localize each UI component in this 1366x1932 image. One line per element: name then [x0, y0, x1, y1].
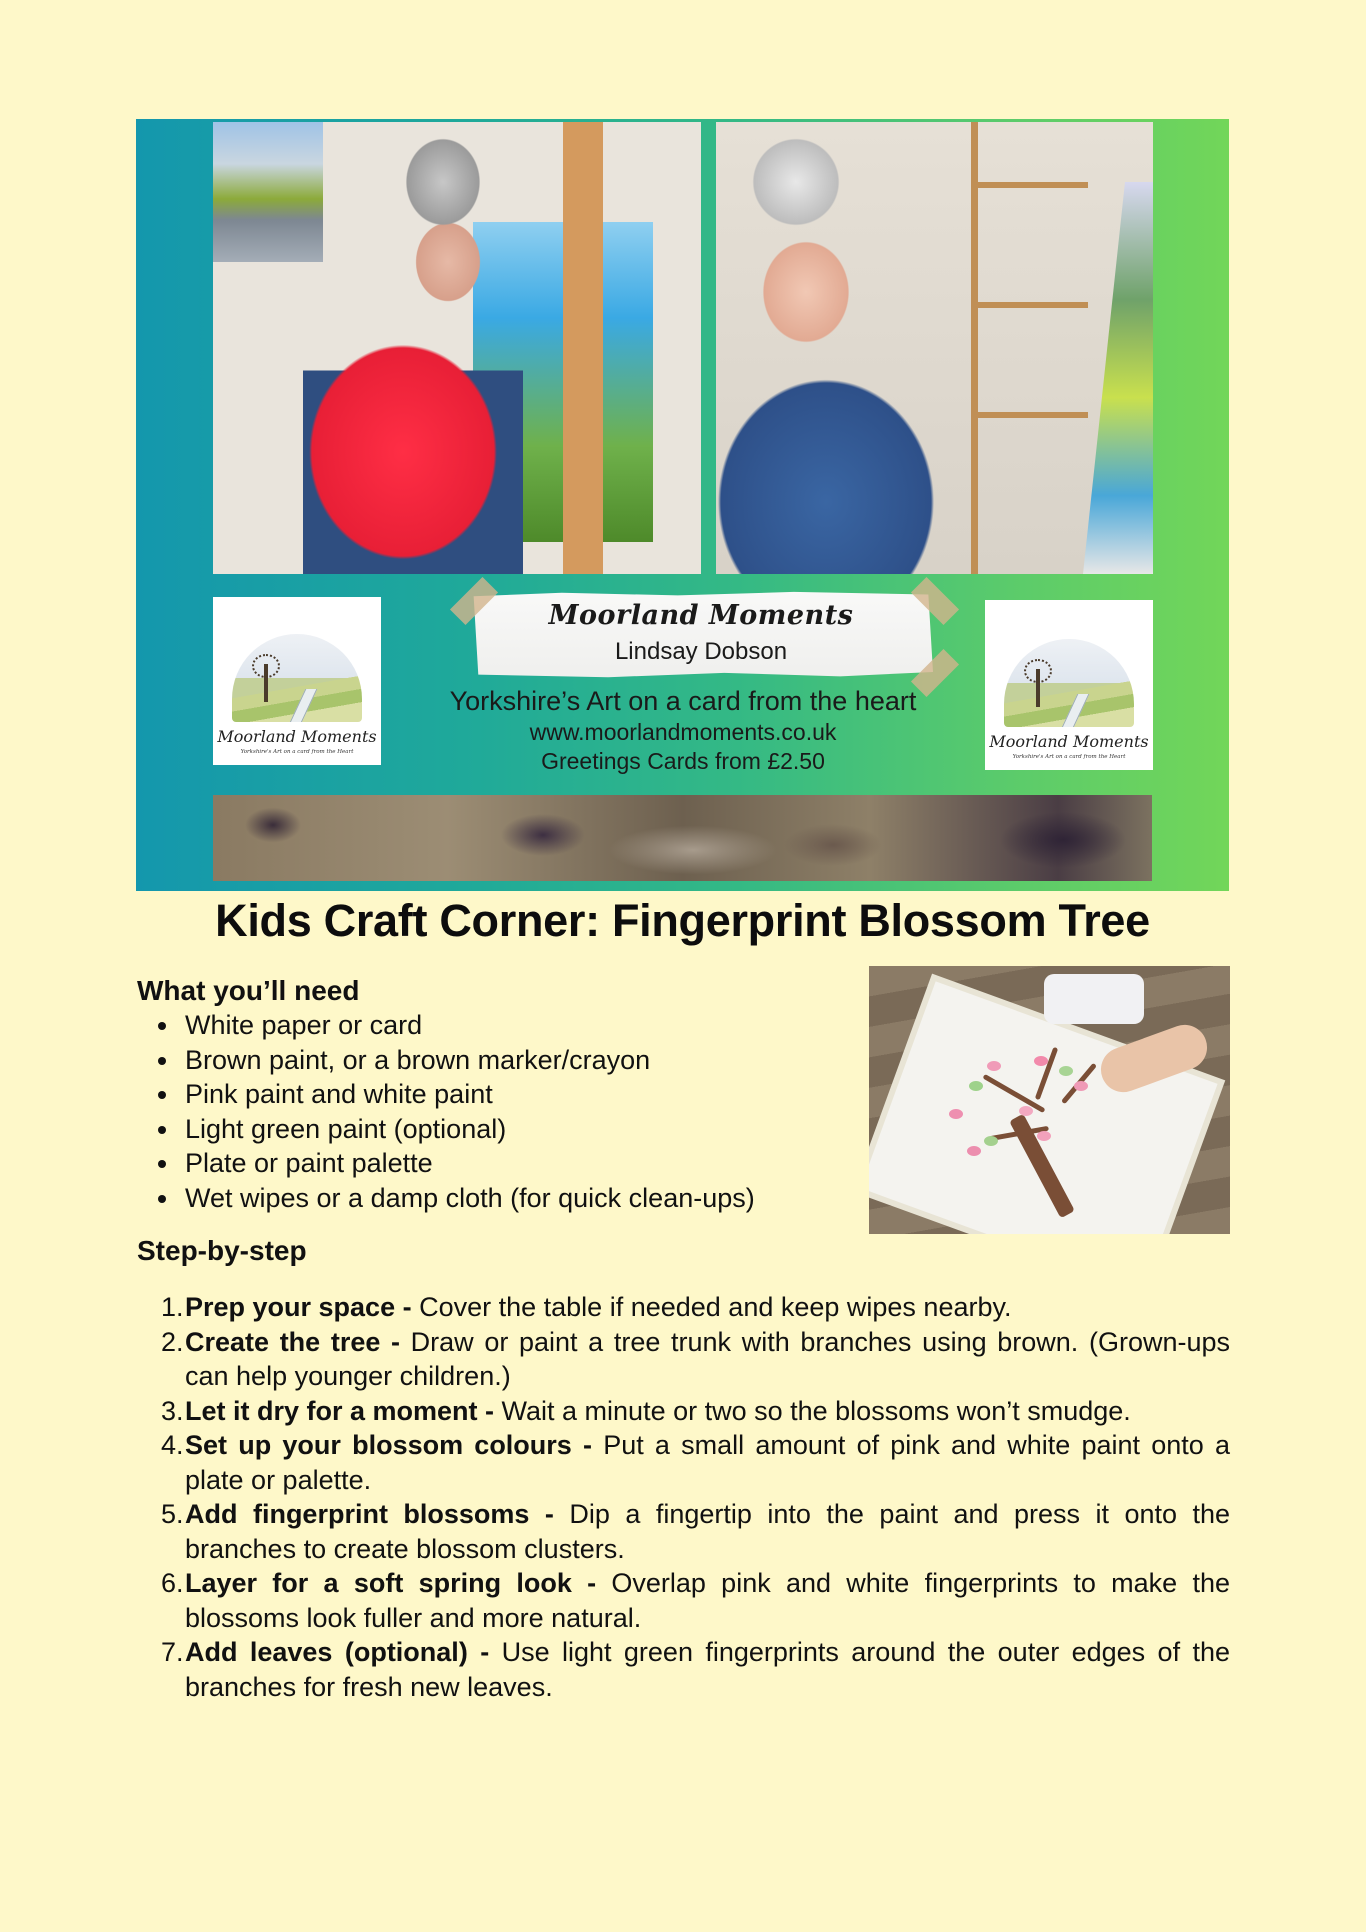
steps-heading: Step-by-step: [137, 1235, 307, 1266]
easel-canvas: [1083, 182, 1153, 574]
list-item: Wet wipes or a damp cloth (for quick clean-ups): [150, 1181, 755, 1216]
page-title: Kids Craft Corner: Fingerprint Blossom Tree: [215, 895, 1150, 946]
list-item: Light green paint (optional): [150, 1112, 755, 1147]
step-item: 3. Let it dry for a moment - Wait a minute or two so the blossoms won’t smudge.: [161, 1395, 1131, 1426]
step-item: 7. Add leaves (optional) - Use light green fingerprints around the outer edges of the branches for fresh new leaves.: [161, 1637, 1230, 1702]
website-link[interactable]: www.moorlandmoments.co.uk: [529, 719, 837, 745]
step-item: 2. Create the tree - Draw or paint a tree trunk with branches using brown. (Grown-ups can help younger children.): [161, 1326, 1230, 1391]
brand-logo-left: [213, 597, 381, 765]
step-item: 4. Set up your blossom colours - Put a small amount of pink and white paint onto a plate or palette.: [161, 1430, 1230, 1495]
list-item: Plate or paint palette: [150, 1146, 755, 1181]
background-painting: [213, 122, 323, 262]
shelf: [978, 302, 1088, 308]
step-item: 6. Layer for a soft spring look - Overlap pink and white fingerprints to make the blossoms look fuller and more natural.: [161, 1568, 1230, 1633]
artist-photo-right: [716, 122, 1153, 574]
logo-name: Moorland Moments: [989, 732, 1149, 751]
shelf: [978, 182, 1088, 188]
logo-name: Moorland Moments: [217, 727, 377, 746]
landscape-logo-icon: [1004, 639, 1134, 727]
list-item: Brown paint, or a brown marker/crayon: [150, 1043, 755, 1078]
painting-strip: [213, 795, 1152, 881]
artist-name: Lindsay Dobson: [614, 638, 788, 665]
steps-list: [136, 1290, 1230, 1704]
brand-name: Moorland Moments: [548, 600, 854, 631]
blossom-tree-craft-photo: [869, 966, 1230, 1234]
needs-heading: What you’ll need: [137, 975, 360, 1006]
brand-tagline: Yorkshire’s Art on a card from the heart: [449, 686, 917, 716]
list-item: Pink paint and white paint: [150, 1077, 755, 1112]
logo-tagline: Yorkshire's Art on a card from the Heart: [240, 749, 354, 755]
list-item: White paper or card: [150, 1008, 755, 1043]
step-item: 1. Prep your space - Cover the table if needed and keep wipes nearby.: [161, 1292, 1012, 1322]
pricing-text: Greetings Cards from £2.50: [541, 748, 825, 774]
step-item: 5. Add fingerprint blossoms - Dip a fingertip into the paint and press it onto the branches to create blossom clusters.: [161, 1499, 1230, 1564]
needs-list: [150, 1008, 755, 1215]
shelf: [978, 412, 1088, 418]
logo-tagline: Yorkshire's Art on a card from the Heart: [1012, 754, 1126, 760]
landscape-logo-icon: [232, 634, 362, 722]
artist-photo-left: [213, 122, 701, 574]
brand-logo-right: [985, 600, 1153, 770]
